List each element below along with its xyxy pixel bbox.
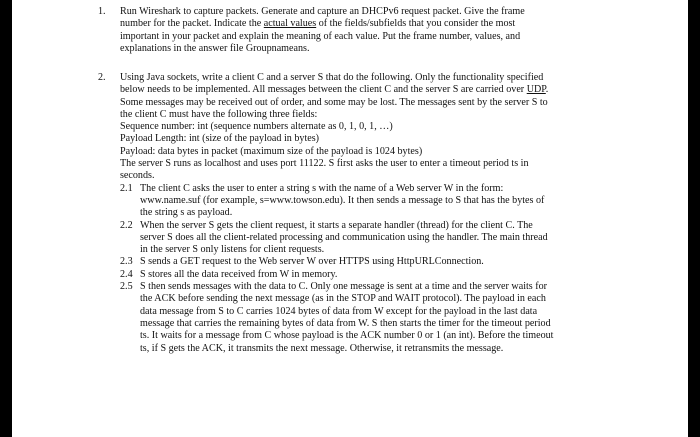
underlined-text: actual values [263,18,317,30]
subitem-number: 2.5 [120,281,133,293]
subitem-line: S stores all the data received from W in memory. [140,268,338,280]
question-1-line: Run Wireshark to capture packets. Generate and capture an DHCPv6 request packet. Give the frame [120,6,525,17]
subitem-line: S then sends messages with the data to C. Only one message is sent at a time and the server waits for [140,281,548,293]
subitem-line: When the server S gets the client request, it starts a separate handler (thread) for the client C. The [140,219,533,231]
question-2-line: Some messages may be received out of order, and some may be lost. The messages sent by the server S to [120,96,548,108]
question-2-line: The server S runs as localhost and uses port 11122. S first asks the user to enter a timeout period ts in [120,158,529,170]
subitem-line: S sends a GET request to the Web server W over HTTPS using HttpURLConnection. [140,256,484,268]
subitem-2-2 [120,220,553,257]
question-1-text [120,6,525,55]
subitem-line: in the server S only listens for client requests. [140,244,325,256]
subitem-line: ts. It waits for a message from C whose payload is the ACK number 0 or 1 (an int). Before the timeout [140,330,554,342]
subitem-text [120,220,553,257]
question-1-number: 1. [98,6,106,17]
question-1-line: important in your packet and explain the meaning of each value. Put the frame number, values, and [120,30,521,42]
question-2-text [120,72,553,355]
subitem-text [120,183,553,220]
subitem-text [120,269,553,281]
question-2-number: 2. [98,72,106,83]
question-2-line: below needs to be implemented. All messages between the client C and the server S are carried over UDP. [120,84,549,96]
subitem-2-4 [120,269,553,281]
underlined-text: UDP [526,84,546,96]
subitem-line: the ACK before sending the next message (as in the STOP and WAIT protocol). The payload in each [140,293,546,305]
question-1-line: number for the packet. Indicate the actual values of the fields/subfields that you consider the most [120,18,516,30]
subitem-line: The client C asks the user to enter a string s with the name of a Web server W in the form: [140,182,504,194]
subitem-text [120,281,553,355]
subitem-number: 2.1 [120,182,133,194]
document-page [12,0,688,437]
question-2-line: the client C must have the following three fields: [120,108,318,120]
subitem-line: the string s as payload. [140,207,233,219]
subitem-text [120,256,553,268]
subitem-line: data message from S to C carries 1024 bytes of data from W except for the payload in the last data [140,305,538,317]
subitem-2-3 [120,256,553,268]
subitem-2-1 [120,183,553,220]
subitem-2-5 [120,281,553,355]
subitem-line: www.name.suf (for example, s=www.towson.edu). It then sends a message to S that has the bytes of [140,194,545,206]
subitem-line: ts, if S gets the ACK, it transmits the next message. Otherwise, it retransmits the message. [140,342,504,354]
question-2-line: Payload: data bytes in packet (maximum size of the payload is 1024 bytes) [120,145,423,157]
question-2-line: Payload Length: int (size of the payload in bytes) [120,133,320,145]
subitem-number: 2.3 [120,256,133,268]
subitem-number: 2.4 [120,268,133,280]
question-2-line: Sequence number: int (sequence numbers alternate as 0, 1, 0, 1, …) [120,121,393,133]
question-2-line: seconds. [120,170,155,182]
question-1-line: explanations in the answer file Groupnameans. [120,42,310,54]
subitem-number: 2.2 [120,219,133,231]
question-2-line: Using Java sockets, write a client C and a server S that do the following. Only the functionality specified [120,72,544,83]
subitem-line: server S does all the client-related processing and communication using the handler. The main thread [140,231,548,243]
subitem-line: message that carries the remaining bytes of data from W. S then starts the timer for the timeout period [140,317,551,329]
